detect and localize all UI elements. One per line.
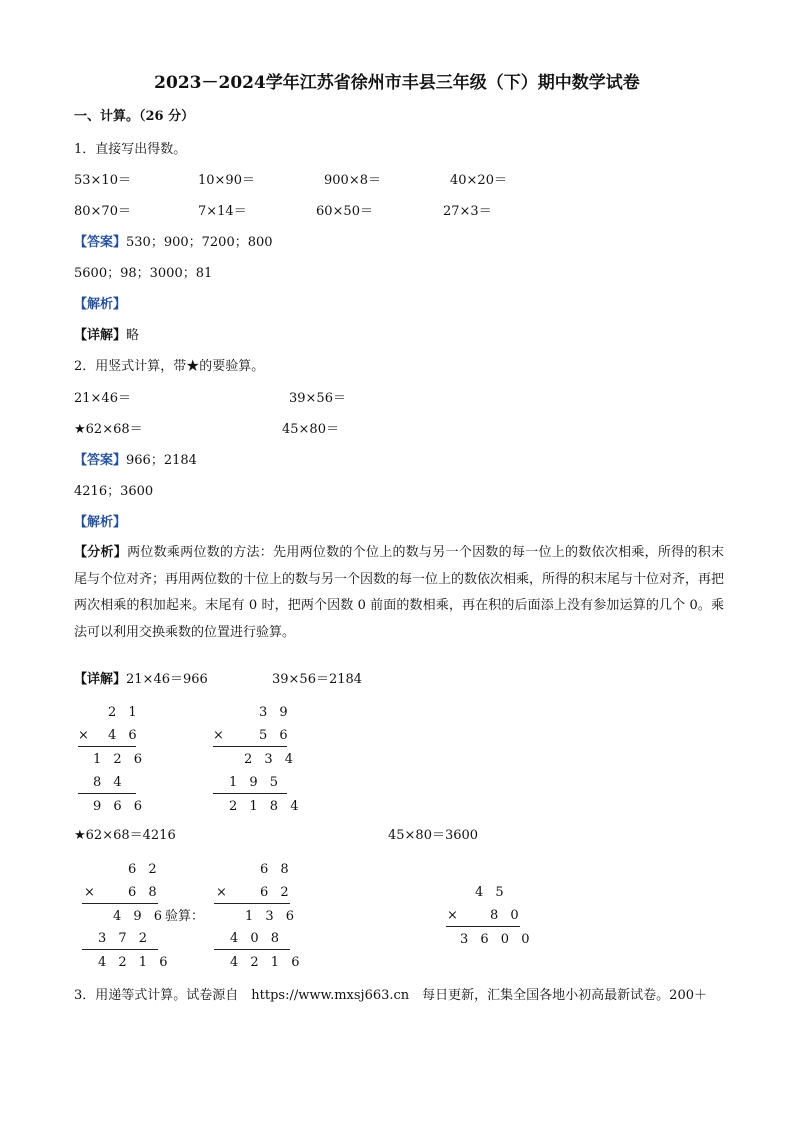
section-heading: 一、计算。（26 分）	[74, 109, 195, 124]
q1-item: 80×70＝	[74, 204, 131, 219]
vc-d-line	[214, 903, 290, 904]
q2-item: 45×80＝	[282, 422, 339, 437]
detail-eq: ★62×68＝4216	[74, 828, 176, 843]
q1-detail	[74, 329, 139, 342]
vc-a-result: 9 6 6	[93, 799, 147, 814]
q2-item: 21×46＝	[74, 391, 131, 406]
vc-b-line	[213, 793, 287, 794]
vc-a-top: 2 1	[108, 705, 141, 720]
q2-answer-line2: 4216；3600	[74, 484, 154, 499]
fenxi-tag: 【分析】	[74, 545, 128, 560]
vc-e-line	[446, 926, 520, 927]
q1-answer	[74, 236, 273, 249]
vc-b-line	[213, 746, 287, 747]
detail-text: 略	[126, 328, 140, 343]
detail-tag: 【详解】	[74, 328, 127, 343]
vc-b-p1: 2 3 4	[244, 752, 298, 767]
q1-item: 40×20＝	[450, 173, 507, 188]
vc-d-result: 4 2 1 6	[230, 955, 304, 970]
q1-item: 60×50＝	[316, 204, 373, 219]
vc-c-bottom: 6 8	[128, 885, 161, 900]
answer-tag: 【答案】	[74, 453, 127, 468]
check-label: 验算：	[165, 909, 205, 924]
vc-e-bottom: 8 0	[490, 908, 523, 923]
vc-d-times: ×	[216, 885, 227, 900]
q2-item: ★62×68＝	[74, 422, 143, 437]
vc-d-p2: 4 0 8	[230, 931, 284, 946]
page-title: 2023－2024学年江苏省徐州市丰县三年级（下）期中数学试卷	[154, 73, 640, 93]
vc-a-p2: 8 4	[93, 775, 126, 790]
detail-tag: 【详解】	[74, 672, 127, 687]
q1-analysis-tag: 【解析】	[74, 297, 127, 312]
vc-b-bottom: 5 6	[259, 728, 292, 743]
detail-eq: 21×46＝966	[126, 672, 208, 687]
q2-analysis-tag: 【解析】	[74, 515, 127, 530]
detail-eq: 39×56＝2184	[272, 672, 363, 687]
vc-c-p1: 4 9 6	[113, 909, 167, 924]
detail-eq: 45×80＝3600	[388, 828, 479, 843]
vc-b-times: ×	[213, 728, 224, 743]
vc-d-top: 6 8	[260, 862, 293, 877]
vc-d-p1: 1 3 6	[245, 909, 299, 924]
vc-b-top: 3 9	[259, 705, 292, 720]
vc-b-p2: 1 9 5	[229, 775, 283, 790]
vc-e-result: 3 6 0 0	[460, 932, 534, 947]
vc-c-p2: 3 7 2	[98, 931, 152, 946]
vc-b-result: 2 1 8 4	[229, 799, 303, 814]
source-note: 。试卷源自 https://www.mxsj663.cn 每日更新，汇集全国各地小初高最新试卷。200＋	[173, 988, 707, 1003]
q1-prompt: 1．直接写出得数。	[74, 142, 187, 157]
q1-answer-line2: 5600；98；3000；81	[74, 266, 213, 281]
q2-detail	[74, 673, 208, 686]
vc-c-times: ×	[84, 885, 95, 900]
vc-a-times: ×	[78, 728, 89, 743]
vc-a-line	[78, 793, 136, 794]
vc-a-bottom: 4 6	[108, 728, 141, 743]
answer-text: 966；2184	[126, 453, 197, 468]
vc-c-result: 4 2 1 6	[98, 955, 172, 970]
q1-item: 27×3＝	[443, 204, 492, 219]
answer-tag: 【答案】	[74, 235, 127, 250]
q2-answer	[74, 454, 197, 467]
vc-d-bottom: 6 2	[260, 885, 293, 900]
q1-item: 53×10＝	[74, 173, 131, 188]
q1-item: 7×14＝	[198, 204, 247, 219]
q2-analysis-paragraph	[74, 540, 724, 646]
answer-text: 530；900；7200；800	[126, 235, 273, 250]
q3-line	[74, 989, 707, 1002]
vc-a-p1: 1 2 6	[93, 752, 147, 767]
vc-c-top: 6 2	[128, 862, 161, 877]
vc-c-line	[82, 903, 158, 904]
vc-c-line	[82, 949, 158, 950]
q1-item: 10×90＝	[198, 173, 255, 188]
q1-item: 900×8＝	[324, 173, 381, 188]
q3-prompt: 3．用递等式计算	[74, 988, 174, 1003]
vc-e-times: ×	[447, 908, 458, 923]
fenxi-text: 两位数乘两位数的方法：先用两位数的个位上的数与另一个因数的每一位上的数依次相乘，所得的积末尾与个位对齐；再用两位数的十位上的数与另一个因数的每一位上的数依次相乘，所得的积末尾与十位对齐，再把两次相乘的积加起来。末尾有 0 时，把两个因数 0 前面的数相乘，再在积的后面添上没有参加运算的几个 0。乘法可以利用交换乘数的位置进行验算。	[74, 545, 725, 640]
vc-d-line	[214, 949, 290, 950]
vc-a-line	[78, 746, 136, 747]
q2-item: 39×56＝	[289, 391, 346, 406]
vc-e-top: 4 5	[475, 885, 508, 900]
q2-prompt: 2．用竖式计算，带★的要验算。	[74, 359, 265, 374]
